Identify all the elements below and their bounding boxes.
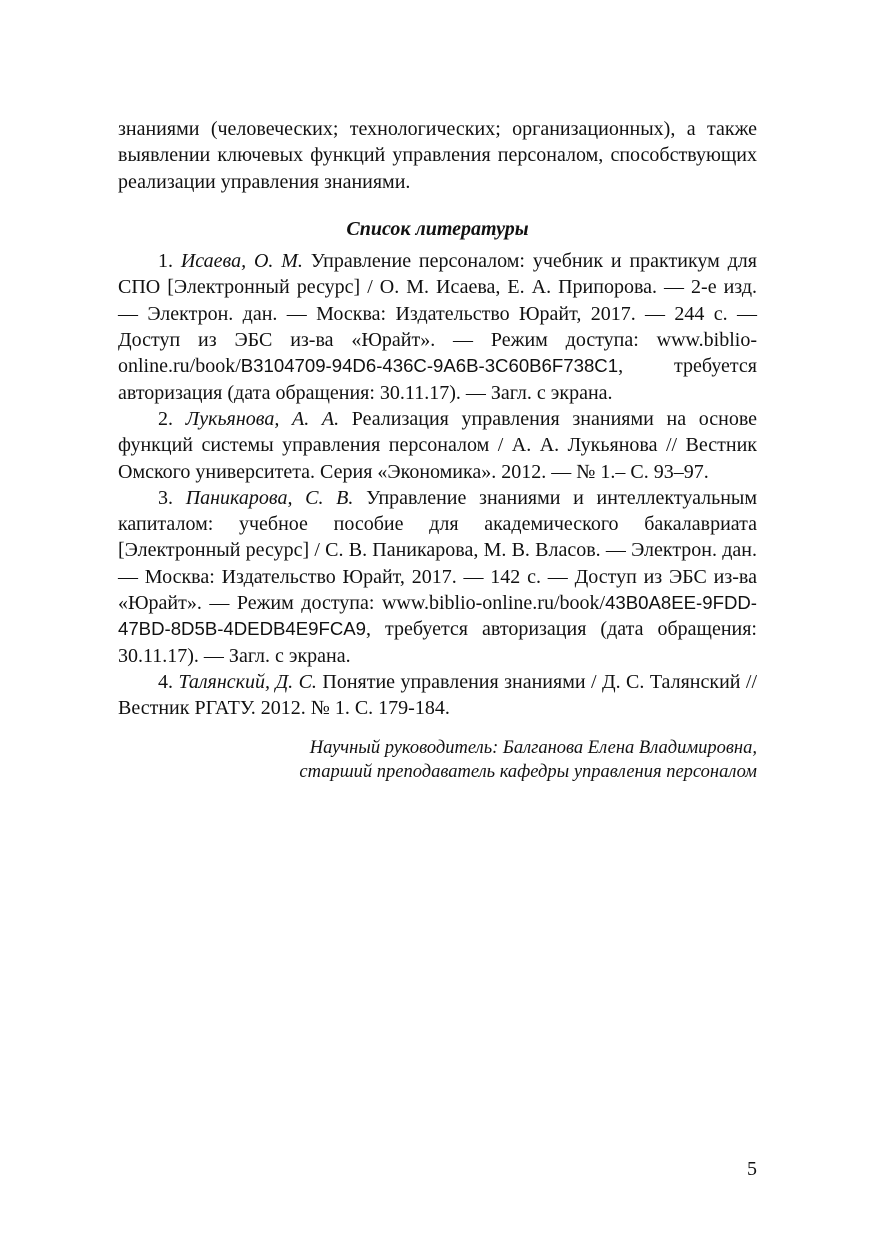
reference-text: Управление знаниями и интеллектуальным капиталом: учебное пособие для академического бакалавриата [Электронный ресурс] / С. В. Паникарова, М. В. Власов. — Электрон. дан. — Москва: Издательство Юрайт, 2017. — 142 с. — Доступ из ЭБС из-ва «Юрайт». — Режим доступа: www.biblio-online.ru/book/ xyxy=(118,486,758,615)
reference-author: Лукьянова, А. А. xyxy=(185,407,340,430)
reference-link-id: 43B0A8EE-9FDD-47BD-8D5B-4DEDB4E9FCA9 xyxy=(118,592,757,640)
reference-item xyxy=(118,485,757,669)
reference-author: Исаева, О. М. xyxy=(180,250,303,273)
reference-number: 1. xyxy=(158,250,173,273)
reference-author: Талянский, Д. С. xyxy=(178,670,317,693)
reference-item xyxy=(118,669,757,722)
reference-text-end: , требуется авторизация (дата обращения: 30.11.17). — Загл. с экрана. xyxy=(118,355,757,404)
reference-text-end: , требуется авторизация (дата обращения: 30.11.17). — Загл. с экрана. xyxy=(118,618,757,667)
page-number: 5 xyxy=(747,1158,757,1180)
reference-link-id: B3104709-94D6-436C-9A6B-3C60B6F738C1 xyxy=(240,355,619,377)
reference-item xyxy=(118,248,757,406)
document-page xyxy=(118,116,757,784)
references-heading: Список литературы xyxy=(346,217,529,240)
intro-paragraph: знаниями (человеческих; технологических; организационных), а также выявлении ключевых функций управления персоналом, способствующих реализации управления знаниями. xyxy=(118,118,757,193)
reference-number: 3. xyxy=(158,486,173,509)
reference-number: 4. xyxy=(158,670,173,693)
supervisor-signature xyxy=(118,736,757,784)
reference-item xyxy=(118,406,757,485)
supervisor-position: старший преподаватель кафедры управления персоналом xyxy=(299,761,757,782)
reference-text: Управление персоналом: учебник и практикум для СПО [Электронный ресурс] / О. М. Исаева, Е. А. Припорова. — 2-е изд. — Электрон. дан. — Москва: Издательство Юрайт, 2017. — 244 с. — Доступ из ЭБС из-ва «Юрайт». — Режим доступа: www.biblio-online.ru/book/ xyxy=(118,250,757,378)
reference-author: Паникарова, С. В. xyxy=(185,486,354,509)
reference-text: Понятие управления знаниями / Д. С. Талянский // Вестник РГАТУ. 2012. № 1. С. 179-184. xyxy=(118,670,758,720)
references-list xyxy=(118,248,757,721)
reference-number: 2. xyxy=(158,407,173,430)
reference-text: Реализация управления знаниями на основе функций системы управления персоналом / А. А. Лукьянова // Вестник Омского университета. Серия «Экономика». 2012. — № 1.– С. 93–97. xyxy=(118,407,758,483)
supervisor-name: Научный руководитель: Балганова Елена Владимировна, xyxy=(309,737,757,758)
